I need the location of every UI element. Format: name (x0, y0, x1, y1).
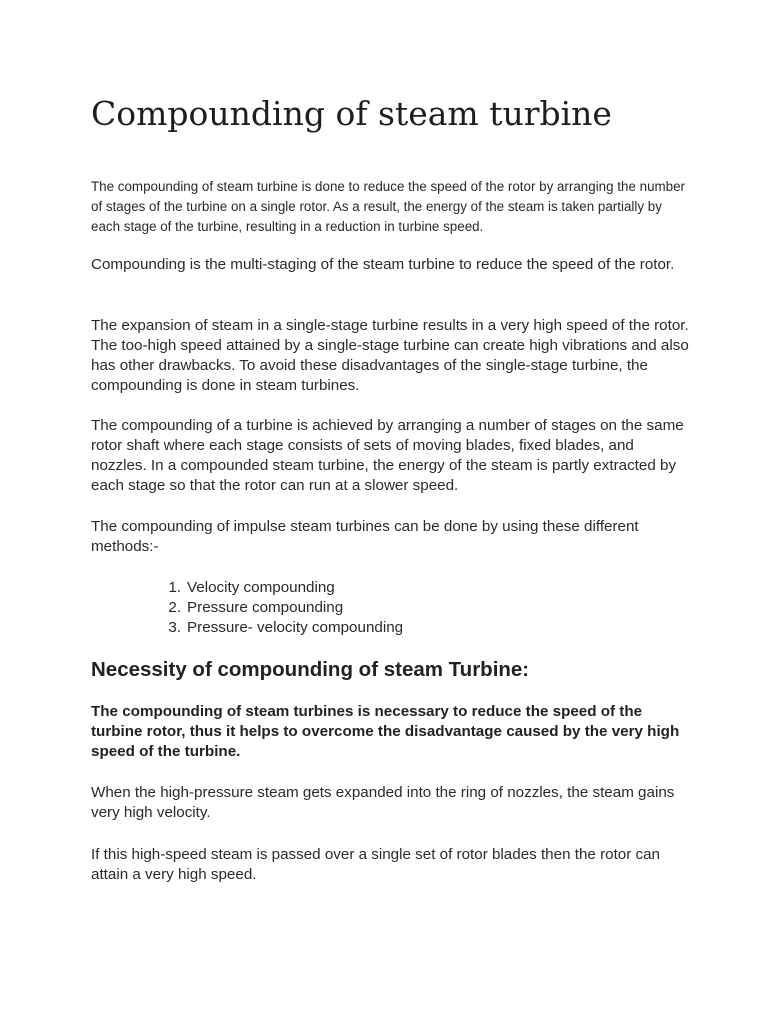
nozzle-paragraph: When the high-pressure steam gets expanded into the ring of nozzles, the steam gains very high velocity. (91, 784, 675, 821)
list-item-label: Pressure compounding (187, 599, 344, 616)
section-heading: Necessity of compounding of steam Turbine: (91, 658, 530, 681)
rotor-speed-paragraph: If this high-speed steam is passed over a single set of rotor blades then the rotor can attain a very high speed. (91, 846, 661, 883)
methods-list (91, 578, 403, 638)
list-item-label: Pressure- velocity compounding (187, 619, 404, 636)
list-item-label: Velocity compounding (187, 579, 335, 596)
list-item-number: 1. (168, 579, 181, 596)
intro-paragraph: The compounding of steam turbine is done to reduce the speed of the rotor by arranging the number of stages of the turbine on a single rotor. As a result, the energy of the steam is taken partially by each stage of the turbine, resulting in a reduction in turbine speed. (91, 179, 686, 234)
list-item (91, 598, 403, 618)
list-item (91, 578, 403, 598)
list-item-number: 3. (168, 619, 181, 636)
methods-intro-paragraph: The compounding of impulse steam turbines can be done by using these different methods:- (91, 518, 639, 555)
stages-paragraph: The compounding of a turbine is achieved by arranging a number of stages on the same rotor shaft where each stage consists of sets of moving blades, fixed blades, and nozzles. In a compounded steam turbine, the energy of the steam is partly extracted by each stage so that the rotor can run at a slower speed. (91, 417, 684, 494)
list-item-number: 2. (168, 599, 181, 616)
list-item (91, 618, 403, 638)
page-title: Compounding of steam turbine (91, 94, 612, 133)
definition-paragraph: Compounding is the multi-staging of the steam turbine to reduce the speed of the rotor. (91, 256, 675, 273)
single-stage-paragraph: The expansion of steam in a single-stage turbine results in a very high speed of the rotor. The too-high speed attained by a single-stage turbine can create high vibrations and also has other drawbacks. To avoid these disadvantages of the single-stage turbine, the compounding is done in steam turbines. (91, 317, 689, 394)
bold-statement: The compounding of steam turbines is necessary to reduce the speed of the turbine rotor, thus it helps to overcome the disadvantage caused by the very high speed of the turbine. (91, 703, 680, 760)
